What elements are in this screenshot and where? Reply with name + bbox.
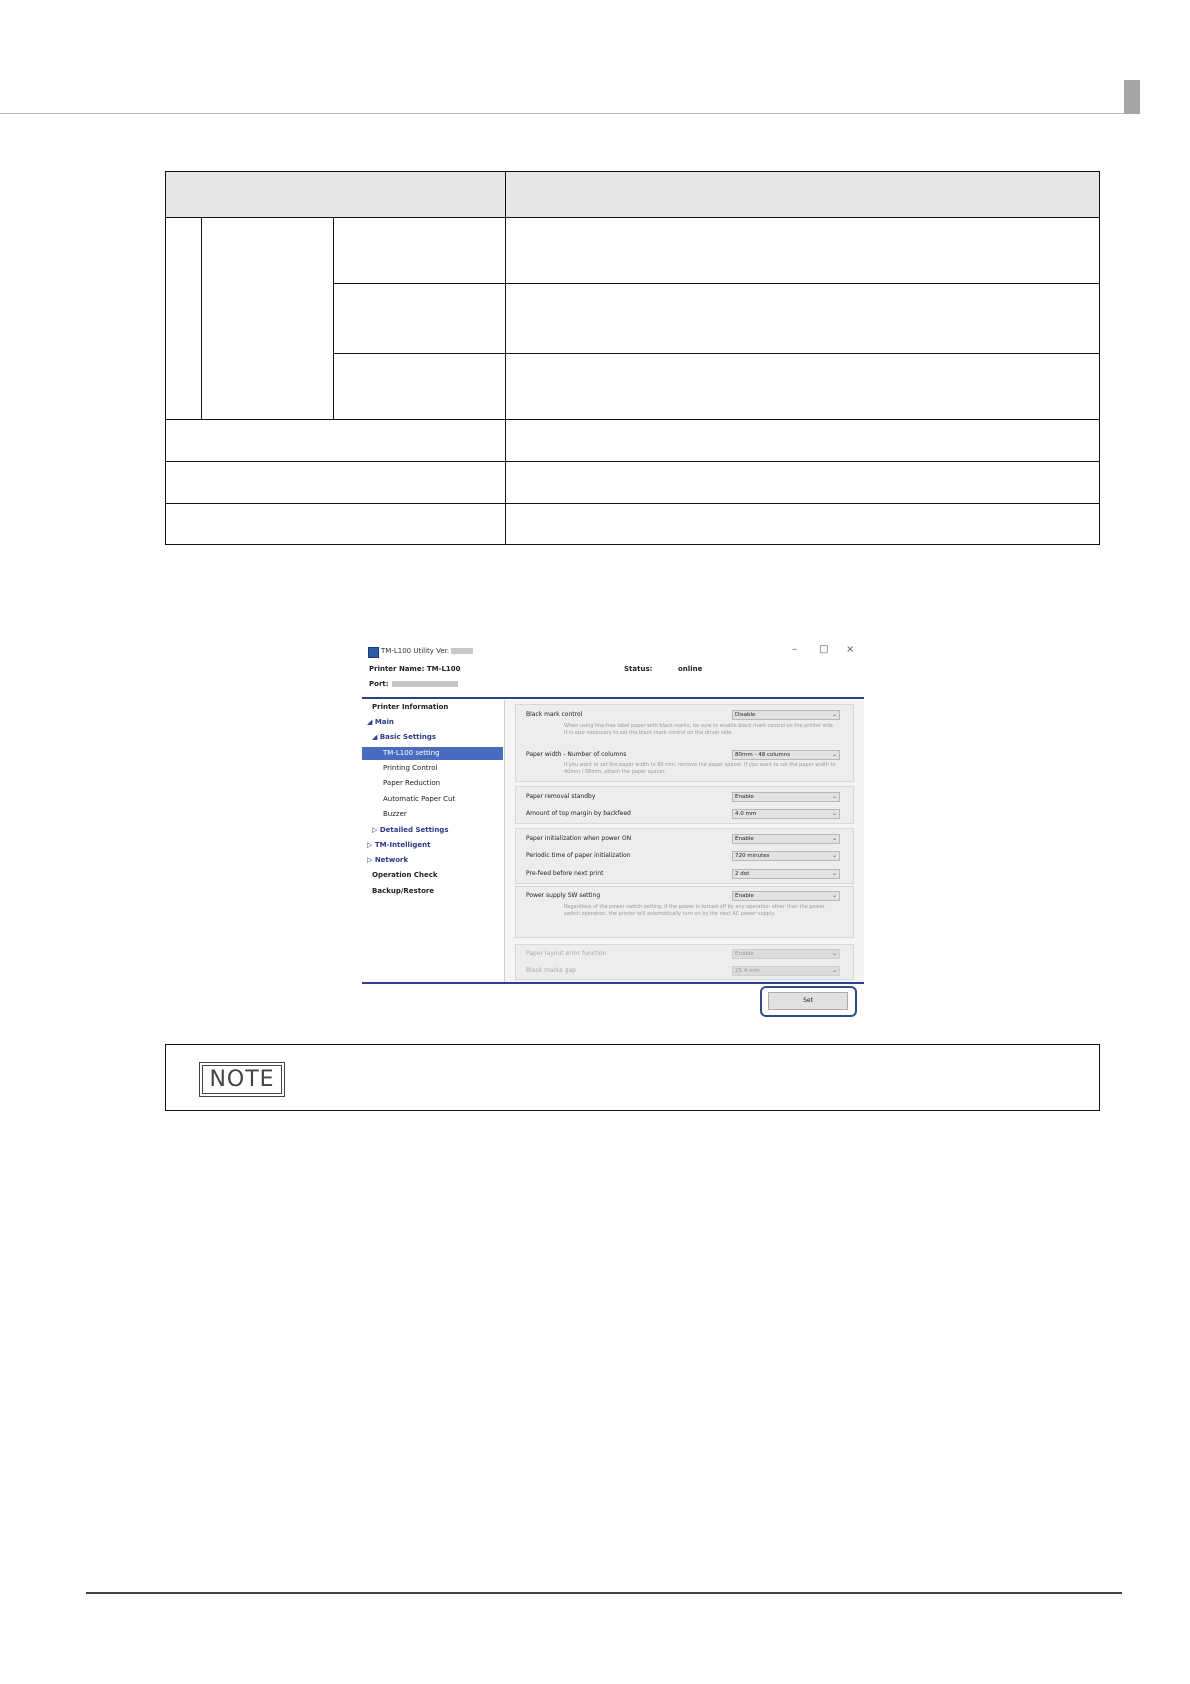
app-icon	[368, 647, 379, 658]
paper-removal-standby-select[interactable]: Enable ⌄	[732, 792, 840, 802]
pre-feed-label: Pre-feed before next print	[526, 870, 604, 877]
printer-name: Printer Name: TM-L100	[369, 665, 461, 673]
window-title: TM-L100 Utility Ver.	[381, 647, 473, 655]
title-bar	[362, 642, 864, 660]
note-badge	[199, 1062, 285, 1097]
footer-divider	[362, 982, 864, 984]
chevron-down-icon: ⌄	[831, 751, 837, 758]
tree-item-tm-l100-setting[interactable]: TM-L100 setting	[383, 749, 440, 757]
note-box	[165, 1044, 1100, 1111]
utility-screenshot	[362, 642, 864, 1020]
group-paper-initialization	[515, 828, 854, 884]
black-mark-control-select[interactable]: Disable ⌄	[732, 710, 840, 720]
close-icon[interactable]: ×	[846, 644, 855, 655]
tree-item-tm-intelligent[interactable]: ▷ TM-Intelligent	[367, 841, 431, 849]
paper-removal-standby-label: Paper removal standby	[526, 793, 596, 800]
chevron-down-icon: ⌄	[831, 852, 837, 859]
port-line: Port:	[369, 680, 458, 688]
top-margin-select[interactable]: 4.0 mm ⌄	[732, 809, 840, 819]
header-divider	[362, 697, 864, 699]
top-margin-label: Amount of top margin by backfeed	[526, 810, 631, 817]
paper-init-power-on-select[interactable]: Enable ⌄	[732, 834, 840, 844]
tree-item-detailed-settings[interactable]: ▷ Detailed Settings	[372, 826, 449, 834]
page-tab-marker	[1124, 80, 1140, 114]
group-power-supply	[515, 886, 854, 938]
power-supply-sw-note: Regardless of the power switch setting, if the power is turned off by any operation other than the power switch operation, the printer will automatically turn on by the next AC power supply.	[564, 904, 825, 917]
maximize-icon[interactable]: □	[819, 644, 829, 655]
periodic-init-select[interactable]: 720 minutes ⌄	[732, 851, 840, 861]
chevron-down-icon: ⌄	[831, 967, 837, 974]
periodic-init-label: Periodic time of paper initialization	[526, 852, 631, 859]
tree-item-automatic-paper-cut[interactable]: Automatic Paper Cut	[383, 795, 456, 803]
tree-item-paper-reduction[interactable]: Paper Reduction	[383, 779, 441, 787]
header-rule	[0, 113, 1140, 114]
tree-item-operation-check[interactable]: Operation Check	[372, 871, 438, 879]
minimize-icon[interactable]: –	[792, 644, 797, 655]
power-supply-sw-select[interactable]: Enable ⌄	[732, 891, 840, 901]
chevron-down-icon: ⌄	[831, 810, 837, 817]
set-button[interactable]: Set	[768, 992, 848, 1010]
table-header-row	[166, 172, 1099, 217]
tree-item-basic-settings[interactable]: ◢ Basic Settings	[372, 733, 437, 741]
power-supply-sw-label: Power supply SW setting	[526, 892, 601, 899]
tree-item-network[interactable]: ▷ Network	[367, 856, 409, 864]
tree-item-printer-information[interactable]: Printer Information	[372, 703, 449, 711]
note-label: NOTE	[202, 1065, 282, 1094]
group-paper-layout	[515, 944, 854, 980]
status-value: online	[678, 665, 703, 673]
paper-init-power-on-label: Paper initialization when power ON	[526, 835, 632, 842]
paper-layout-error-label: Paper layout error function	[526, 950, 607, 957]
chevron-down-icon: ⌄	[831, 793, 837, 800]
chevron-down-icon: ⌄	[831, 870, 837, 877]
chevron-down-icon: ⌄	[831, 835, 837, 842]
black-mark-control-note: When using line-free label paper with black marks, be sure to enable black mark control on the printer side. It is also necessary to set the black mark control on the driver side.	[564, 723, 835, 736]
paper-width-note: If you want to set the paper width to 80 mm, remove the paper spacer. If you want to set the paper width to 40mm / 58mm, attach the paper spacer.	[564, 762, 836, 775]
black-marks-gap-label: Black marks gap	[526, 967, 576, 974]
settings-panel	[505, 700, 864, 982]
group-paper-removal	[515, 786, 854, 824]
tree-item-printing-control[interactable]: Printing Control	[383, 764, 438, 772]
group-paper-control	[515, 704, 854, 782]
black-marks-gap-select: 25.4 mm ⌄	[732, 966, 840, 976]
port-redacted	[392, 681, 458, 687]
black-mark-control-label: Black mark control	[526, 711, 583, 718]
chevron-down-icon: ⌄	[831, 892, 837, 899]
settings-table	[165, 171, 1100, 545]
status-label: Status:	[624, 665, 653, 673]
paper-width-select[interactable]: 80mm - 48 columns ⌄	[732, 750, 840, 760]
tree-item-backup-restore[interactable]: Backup/Restore	[372, 887, 435, 895]
paper-layout-error-select: Enable ⌄	[732, 949, 840, 959]
footer-rule	[86, 1592, 1122, 1594]
paper-width-label: Paper width - Number of columns	[526, 751, 627, 758]
pre-feed-select[interactable]: 2 dot ⌄	[732, 869, 840, 879]
tree-item-buzzer[interactable]: Buzzer	[383, 810, 407, 818]
tree-item-main[interactable]: ◢ Main	[367, 718, 394, 726]
chevron-down-icon: ⌄	[831, 711, 837, 718]
navigation-tree	[362, 700, 505, 982]
version-redacted	[451, 648, 473, 654]
chevron-down-icon: ⌄	[831, 950, 837, 957]
